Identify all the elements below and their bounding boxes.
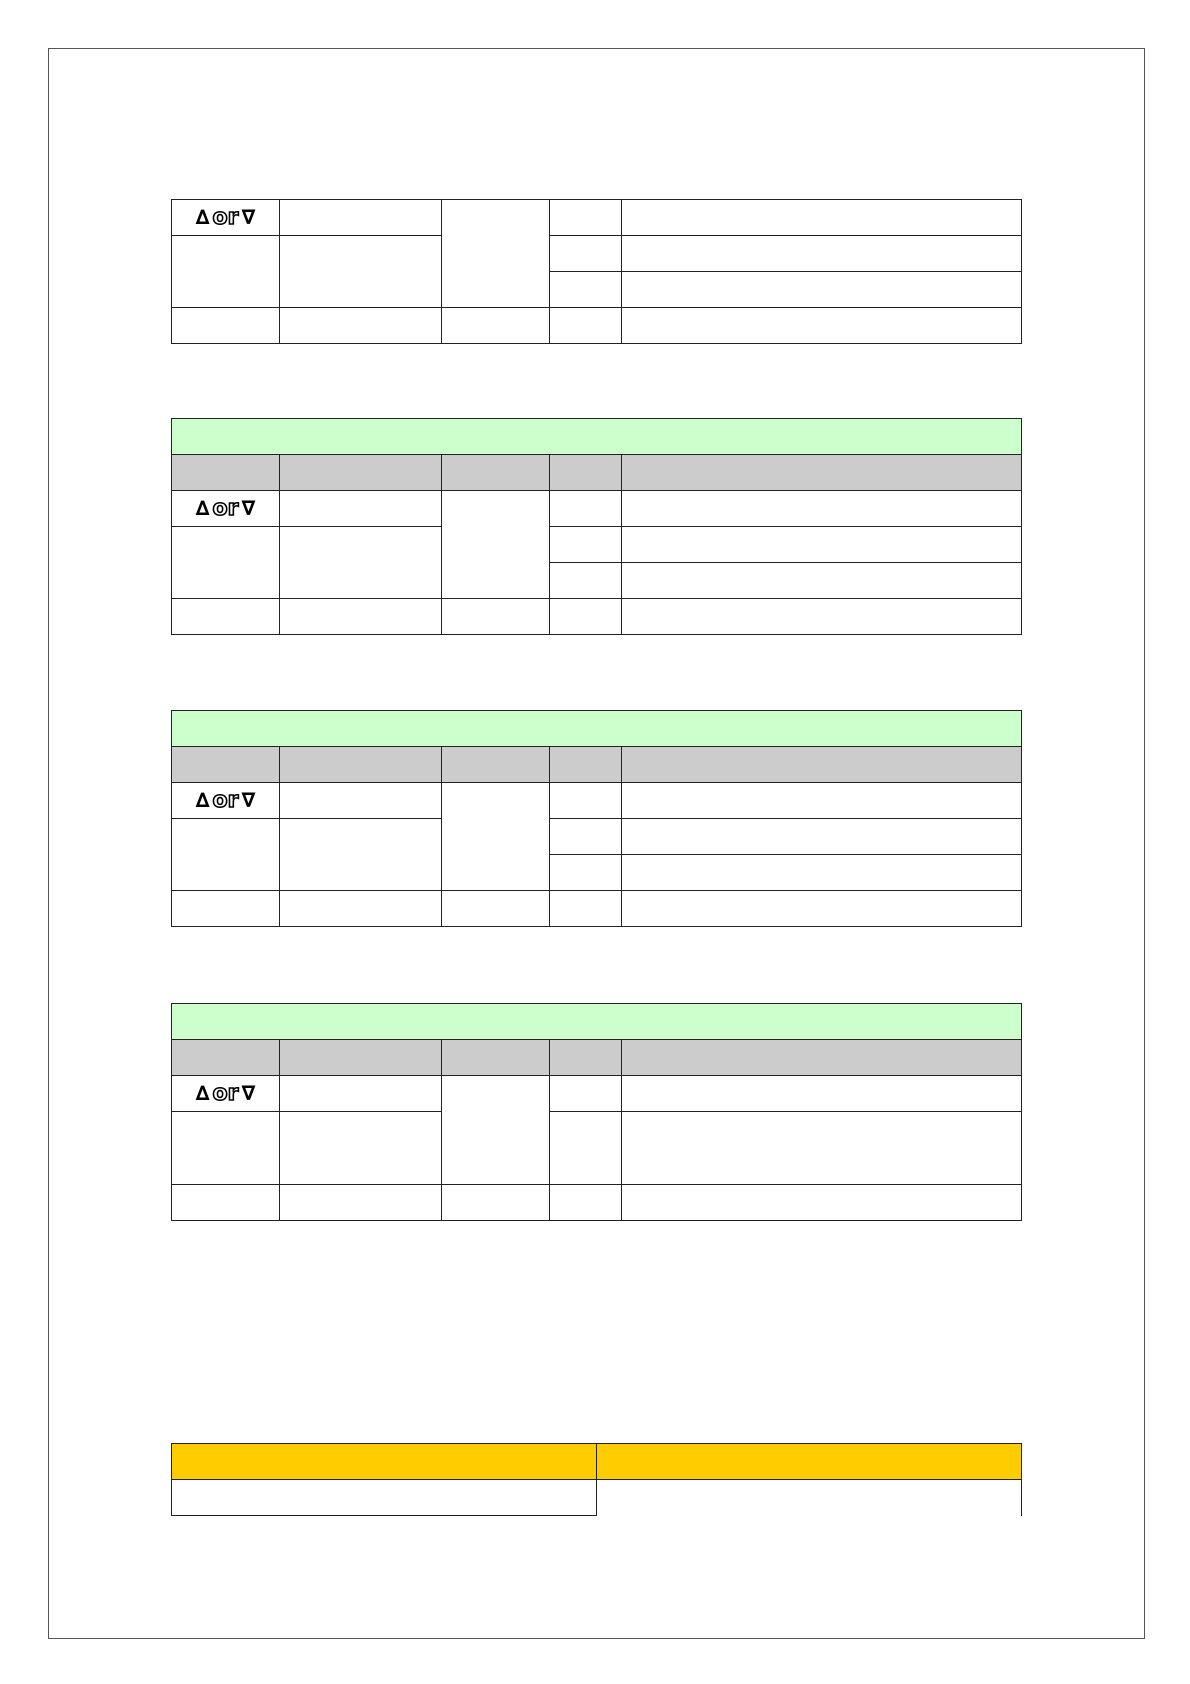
table-cell (442, 200, 550, 308)
table-cell (442, 1076, 550, 1185)
key-table-4 (171, 1003, 1022, 1221)
table-cell (172, 1112, 280, 1185)
table-cell (622, 783, 1022, 819)
down-triangle-icon: ∇ (241, 1081, 256, 1105)
table-cell (622, 308, 1022, 344)
column-header (442, 455, 550, 491)
or-label: or (212, 788, 239, 813)
table-cell (622, 1112, 1022, 1185)
key-table-1 (171, 199, 1022, 344)
table-cell (550, 527, 622, 563)
column-header (280, 747, 442, 783)
table-cell (280, 527, 442, 599)
table-cell (550, 1076, 622, 1112)
table-cell (622, 527, 1022, 563)
table-cell (172, 1185, 280, 1221)
table-cell (280, 236, 442, 308)
table-cell (622, 1185, 1022, 1221)
table-cell (550, 563, 622, 599)
table-cell (550, 891, 622, 927)
column-header (550, 1040, 622, 1076)
table-cell (172, 1480, 597, 1516)
up-triangle-icon: ∆ (195, 205, 210, 229)
table-cell (172, 308, 280, 344)
up-triangle-icon: ∆ (195, 496, 210, 520)
table-cell (280, 1076, 442, 1112)
table-cell (172, 527, 280, 599)
table-cell (442, 599, 550, 635)
table-cell (622, 236, 1022, 272)
table-cell (280, 308, 442, 344)
table-title (172, 419, 1022, 455)
key-symbol-cell (172, 200, 280, 236)
table-cell (442, 783, 550, 891)
down-triangle-icon: ∇ (241, 788, 256, 812)
key-symbol-cell (172, 491, 280, 527)
table-cell (280, 599, 442, 635)
up-triangle-icon: ∆ (195, 1081, 210, 1105)
key-table-3 (171, 710, 1022, 927)
table-cell (622, 200, 1022, 236)
table-cell (280, 783, 442, 819)
table-cell (550, 1112, 622, 1185)
or-label: or (212, 496, 239, 521)
amber-header-cell (597, 1444, 1022, 1480)
amber-header-cell (172, 1444, 597, 1480)
table-cell (622, 599, 1022, 635)
key-symbol-cell (172, 1076, 280, 1112)
table-cell (550, 599, 622, 635)
table-cell (622, 855, 1022, 891)
column-header (280, 455, 442, 491)
table-cell (550, 819, 622, 855)
column-header (550, 455, 622, 491)
table-cell (280, 200, 442, 236)
column-header (442, 1040, 550, 1076)
key-table-2 (171, 418, 1022, 635)
table-cell (550, 200, 622, 236)
table-cell (442, 891, 550, 927)
table-cell (597, 1480, 1022, 1516)
table-cell (550, 272, 622, 308)
table-cell (550, 308, 622, 344)
table-title (172, 1004, 1022, 1040)
or-label: or (212, 205, 239, 230)
table-title (172, 711, 1022, 747)
column-header (442, 747, 550, 783)
table-cell (442, 308, 550, 344)
table-cell (622, 819, 1022, 855)
column-header (172, 747, 280, 783)
table-cell (550, 236, 622, 272)
table-cell (622, 491, 1022, 527)
down-triangle-icon: ∇ (241, 496, 256, 520)
key-symbol-cell (172, 783, 280, 819)
table-cell (442, 491, 550, 599)
table-cell (442, 1185, 550, 1221)
column-header (622, 455, 1022, 491)
table-cell (550, 1185, 622, 1221)
column-header (550, 747, 622, 783)
table-cell (172, 891, 280, 927)
column-header (622, 1040, 1022, 1076)
column-header (172, 455, 280, 491)
table-cell (550, 783, 622, 819)
table-cell (172, 599, 280, 635)
table-cell (280, 1112, 442, 1185)
table-cell (550, 491, 622, 527)
up-triangle-icon: ∆ (195, 788, 210, 812)
table-cell (280, 1185, 442, 1221)
table-cell (172, 236, 280, 308)
table-cell (172, 819, 280, 891)
down-triangle-icon: ∇ (241, 205, 256, 229)
summary-table (171, 1443, 1022, 1516)
table-cell (622, 272, 1022, 308)
table-cell (280, 491, 442, 527)
column-header (172, 1040, 280, 1076)
table-cell (622, 891, 1022, 927)
or-label: or (212, 1081, 239, 1106)
table-cell (280, 891, 442, 927)
table-cell (550, 855, 622, 891)
table-cell (280, 819, 442, 891)
table-cell (622, 1076, 1022, 1112)
table-cell (622, 563, 1022, 599)
column-header (280, 1040, 442, 1076)
column-header (622, 747, 1022, 783)
